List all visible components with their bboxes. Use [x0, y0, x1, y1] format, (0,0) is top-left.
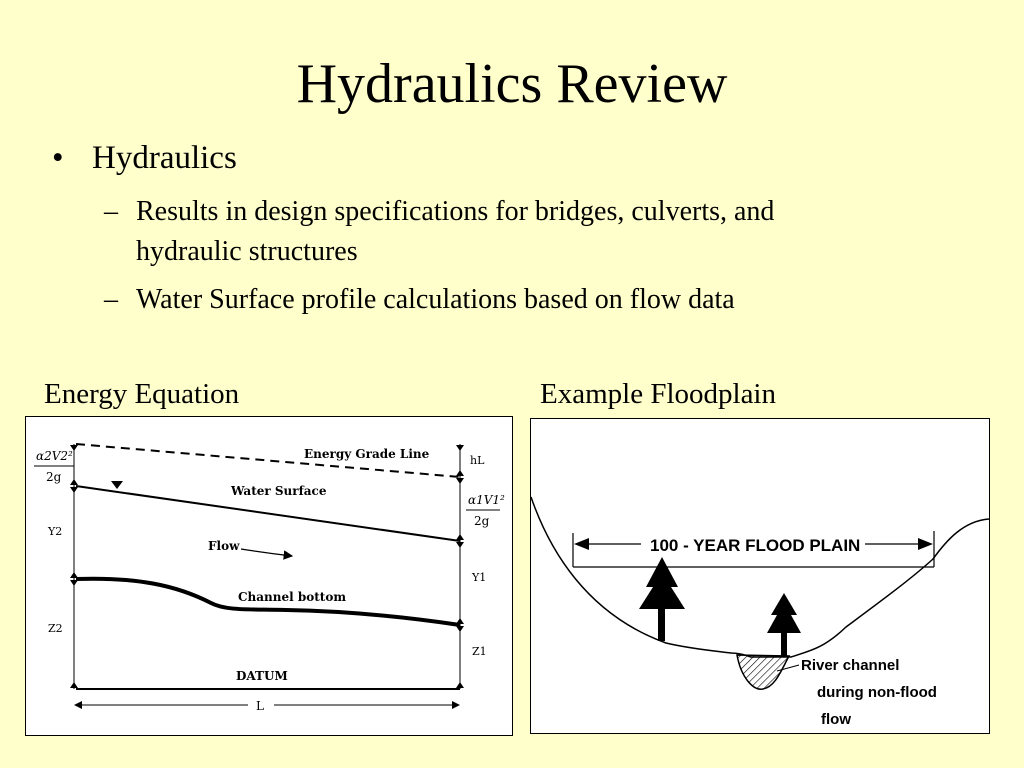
energy-equation-diagram: [25, 416, 513, 736]
sub-bullet-item: [104, 280, 952, 320]
head2-denominator: 2g: [46, 470, 62, 484]
length-label: L: [256, 699, 264, 713]
sub-bullet-marker: –: [104, 284, 118, 315]
flow-arrow: [241, 549, 292, 556]
bullet-text: Hydraulics: [92, 140, 237, 176]
bullet-list: [52, 138, 952, 320]
energy-equation-caption: Energy Equation: [44, 378, 240, 410]
slide-title: Hydraulics Review: [296, 53, 728, 115]
head1-numerator: α1V1²: [468, 493, 505, 507]
water-surface-marker: [111, 481, 123, 489]
water-surface-label: Water Surface: [231, 484, 327, 498]
tree-icon: [767, 593, 801, 657]
energy-grade-line-label: Energy Grade Line: [304, 447, 430, 461]
channel-bottom-label: Channel bottom: [238, 590, 347, 604]
river-label-line1: River channel: [801, 657, 900, 674]
sub-bullet-marker: –: [104, 196, 118, 227]
datum-label: DATUM: [236, 669, 288, 683]
y1-label: Y1: [472, 571, 487, 584]
flood-plain-label: 100 - YEAR FLOOD PLAIN: [650, 536, 861, 555]
head2-numerator: α2V2²: [36, 449, 73, 463]
floodplain-diagram: [530, 418, 990, 734]
river-label-line3: flow: [821, 711, 851, 728]
z1-label: Z1: [472, 645, 487, 658]
river-label-line2: during non-flood: [817, 684, 937, 701]
y2-label: Y2: [48, 525, 63, 538]
z2-label: Z2: [48, 622, 63, 635]
valley-profile: [531, 497, 989, 657]
tree-icon: [639, 557, 685, 641]
floodplain-caption: Example Floodplain: [540, 378, 776, 410]
head1-denominator: 2g: [474, 514, 490, 528]
bullet-marker: •: [52, 140, 64, 176]
flow-label: Flow: [208, 539, 240, 553]
sub-bullet-item: [104, 192, 952, 272]
sub-bullet-text: Results in design specifications for bridges, culverts, and hydraulic structures: [136, 196, 775, 267]
river-channel: [737, 655, 789, 689]
hl-label: hL: [470, 454, 485, 467]
bullet-item: [52, 138, 952, 178]
sub-bullet-text: Water Surface profile calculations based on flow data: [136, 284, 735, 315]
